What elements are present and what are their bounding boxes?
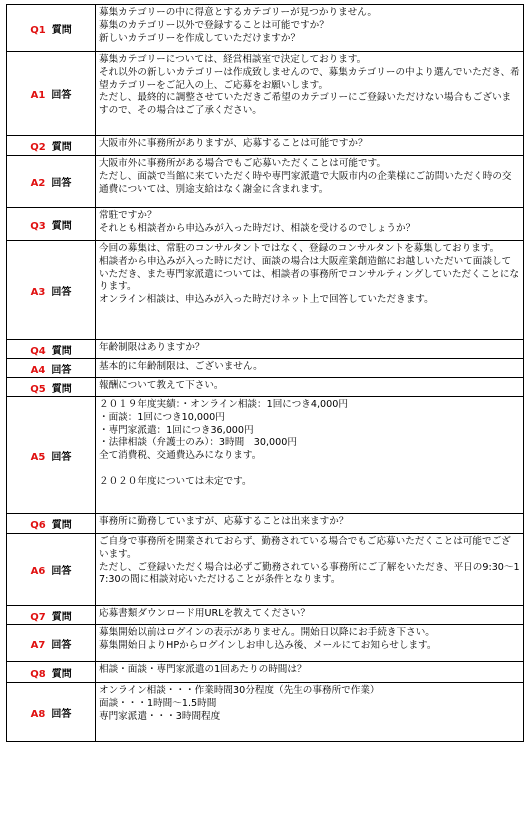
text-line: 専門家派遣・・・3時間程度 — [99, 710, 221, 722]
answer-kind-label: 回答 — [51, 90, 72, 101]
answer-number: A3 — [30, 286, 46, 298]
question-row — [7, 662, 524, 683]
question-number: Q8 — [30, 668, 46, 680]
answer-row — [7, 397, 524, 514]
answer-number: A1 — [30, 90, 46, 101]
question-kind-label: 質問 — [51, 520, 72, 531]
answer-text — [96, 534, 524, 606]
text-line: ご自身で事務所を開業されておらず、勤務されている場合でもご応募いただくことは可能でございます。 — [99, 536, 511, 560]
text-line: オンライン相談・・・作業時間30分程度（先生の事務所で作業） — [99, 685, 380, 696]
answer-text — [96, 359, 524, 378]
answer-row — [7, 241, 524, 340]
answer-label — [7, 683, 96, 742]
answer-kind-label: 回答 — [51, 286, 72, 298]
question-number: Q2 — [30, 142, 46, 153]
answer-row — [7, 625, 524, 662]
question-kind-label: 質問 — [51, 383, 72, 395]
answer-kind-label: 回答 — [51, 639, 72, 651]
text-line: 募集開始日よりHPからログインしお申し込み後、メールにてお知らせします。 — [99, 639, 437, 651]
text-line: ただし、面談で当館に来ていただく時や専門家派遣で大阪市内の企業様にご訪問いただく時の交通費については、別途支給はなく謝金に含まれます。 — [99, 170, 512, 195]
question-text — [96, 378, 524, 397]
question-kind-label: 質問 — [51, 24, 72, 36]
answer-row — [7, 156, 524, 208]
text-line: ・面談：1回につき10,000円 — [99, 411, 225, 423]
faq-body — [7, 5, 524, 742]
text-line: ただし、最終的に調整させていただきご希望のカテゴリーにご登録いただけない場合もございますので、その場合はご了承ください。 — [99, 92, 512, 117]
answer-text — [96, 397, 524, 514]
question-text — [96, 5, 524, 52]
answer-number: A5 — [30, 451, 46, 463]
question-row — [7, 208, 524, 241]
text-line: ２０１９年度実績：・オンライン相談：1回につき4,000円 — [99, 399, 348, 410]
question-label — [7, 208, 96, 241]
text-line: オンライン相談は、申込みが入った時だけネット上で回答していただきます。 — [99, 294, 434, 306]
question-number: Q5 — [30, 383, 46, 395]
question-label — [7, 662, 96, 683]
question-label — [7, 340, 96, 359]
answer-row — [7, 52, 524, 136]
question-kind-label: 質問 — [51, 220, 72, 232]
question-row — [7, 340, 524, 359]
text-line: ・専門家派遣：1回につき36,000円 — [99, 424, 254, 436]
text-line: 募集のカテゴリー以外で登録することは可能ですか？ — [99, 19, 329, 31]
answer-number: A7 — [30, 639, 46, 651]
question-row — [7, 378, 524, 397]
answer-label — [7, 534, 96, 606]
text-line — [99, 463, 520, 476]
text-line: 募集カテゴリーについては、経営相談室で決定しております。 — [99, 54, 367, 65]
text-line: 報酬について教えて下さい。 — [99, 380, 224, 391]
question-row — [7, 514, 524, 534]
text-line: ・法律相談（弁護士のみ）：3時間 30,000円 — [99, 437, 297, 449]
text-line: それとも相談者から申込みが入った時だけ、相談を受けるのでしょうか？ — [99, 222, 416, 234]
text-line: それ以外の新しいカテゴリーは作成致しませんので、募集カテゴリーの中より選んでいただき、希望カテゴリーをご記入の上、ご応募をお願いします。 — [99, 66, 520, 91]
answer-number: A6 — [30, 566, 46, 577]
text-line: 相談者から申込みが入った時にだけ、面談の場合は大阪産業創造館にお越しいただいて面談していただき、また専門家派遣については、相談者の事務所でコンサルティングしていただくことになります。 — [99, 255, 520, 293]
text-line: 大阪市外に事務所がある場合でもご応募いただくことは可能です。 — [99, 158, 387, 169]
answer-label — [7, 52, 96, 136]
answer-row — [7, 359, 524, 378]
answer-text — [96, 156, 524, 208]
text-line: 大阪市外に事務所がありますが、応募することは可能ですか？ — [99, 138, 368, 149]
question-label — [7, 514, 96, 534]
answer-kind-label: 回答 — [51, 178, 72, 189]
question-kind-label: 質問 — [51, 668, 72, 680]
question-row — [7, 606, 524, 625]
text-line: ２０２０年度については未定です。 — [99, 475, 252, 487]
answer-kind-label: 回答 — [51, 364, 72, 376]
answer-text — [96, 52, 524, 136]
text-line: 新しいカテゴリーを作成していただけますか？ — [99, 32, 301, 44]
text-line: 全て消費税、交通費込みになります。 — [99, 450, 262, 462]
question-number: Q3 — [30, 220, 46, 232]
answer-label — [7, 625, 96, 662]
question-label — [7, 5, 96, 52]
question-text — [96, 208, 524, 241]
answer-row — [7, 534, 524, 606]
question-kind-label: 質問 — [51, 142, 72, 153]
text-line: 面談・・・1時間～1.5時間 — [99, 697, 217, 709]
faq-table — [6, 4, 524, 742]
answer-label — [7, 156, 96, 208]
answer-label — [7, 241, 96, 340]
question-text — [96, 514, 524, 534]
question-text — [96, 606, 524, 625]
question-row — [7, 136, 524, 156]
answer-number: A4 — [30, 364, 46, 376]
answer-row — [7, 683, 524, 742]
answer-text — [96, 625, 524, 662]
answer-kind-label: 回答 — [51, 451, 72, 463]
question-text — [96, 662, 524, 683]
text-line: 年齢制限はありますか？ — [99, 342, 205, 353]
question-label — [7, 136, 96, 156]
text-line: 事務所に勤務していますが、応募することは出来ますか？ — [99, 516, 349, 527]
text-line: 常駐ですか？ — [99, 210, 157, 221]
question-label — [7, 606, 96, 625]
text-line: 応募書類ダウンロード用URLを教えてください？ — [99, 608, 310, 619]
question-number: Q6 — [30, 520, 46, 531]
answer-number: A8 — [30, 708, 46, 720]
question-text — [96, 340, 524, 359]
answer-label — [7, 359, 96, 378]
question-number: Q4 — [30, 345, 46, 357]
answer-text — [96, 241, 524, 340]
question-row — [7, 5, 524, 52]
text-line: 募集カテゴリーの中に得意とするカテゴリーが見つかりません。 — [99, 7, 378, 18]
question-text — [96, 136, 524, 156]
answer-kind-label: 回答 — [51, 708, 72, 720]
question-label — [7, 378, 96, 397]
question-number: Q7 — [30, 611, 46, 623]
text-line: 基本的に年齢制限は、ございません。 — [99, 361, 263, 372]
question-number: Q1 — [30, 24, 46, 36]
answer-number: A2 — [30, 178, 46, 189]
question-kind-label: 質問 — [51, 611, 72, 623]
text-line: 今回の募集は、常駐のコンサルタントではなく、登録のコンサルタントを募集しております。 — [99, 243, 500, 254]
answer-kind-label: 回答 — [51, 566, 72, 577]
text-line: ただし、ご登録いただく場合は必ずご勤務されている事務所にご了解をいただき、平日の9:30～17:30の間に相談対応いただけることが条件となります。 — [99, 561, 520, 586]
question-kind-label: 質問 — [51, 345, 72, 357]
answer-text — [96, 683, 524, 742]
answer-label — [7, 397, 96, 514]
text-line: 相談・面談・専門家派遣の1回あたりの時間は？ — [99, 664, 307, 675]
text-line: 募集開始以前はログインの表示がありません。開始日以降にお手続き下さい。 — [99, 627, 435, 638]
